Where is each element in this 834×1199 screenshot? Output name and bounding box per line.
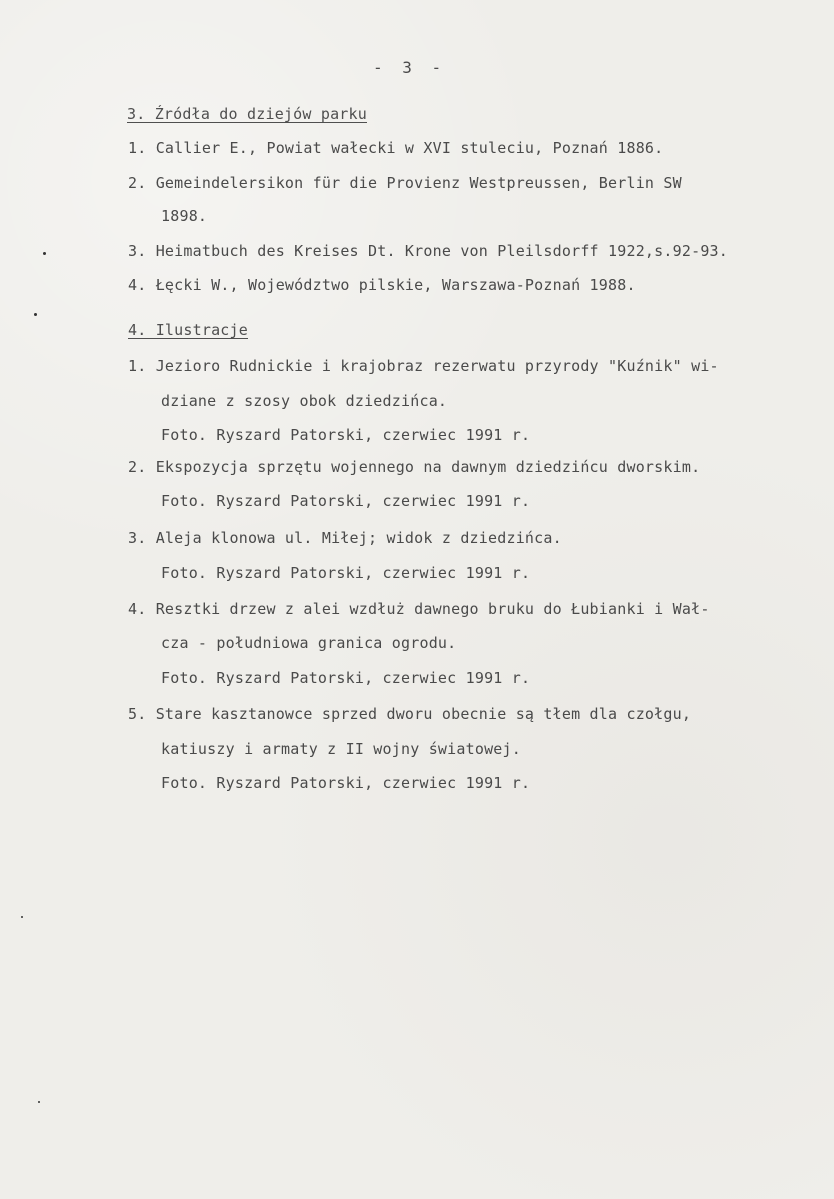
source-item-3-number: 3. [128,242,147,260]
illustration-item-4 [128,599,710,619]
illustration-item-1-photo-credit: Foto. Ryszard Patorski, czerwiec 1991 r. [161,426,531,444]
punch-hole-mark [34,313,37,316]
source-item-1-number: 1. [128,139,147,157]
source-item-2-text-line-1: Gemeindelersikon für die Provienz Westpreussen, Berlin SW [155,174,682,192]
source-item-4-text: Łęcki W., Województwo pilskie, Warszawa-Poznań 1988. [155,276,636,294]
illustration-item-1-text-line-2: dziane z szosy obok dziedzińca. [161,392,448,410]
illustration-item-4-number: 4. [128,600,147,618]
source-item-3 [128,241,728,261]
illustration-item-2-text-line-1: Ekspozycja sprzętu wojennego na dawnym dziedzińcu dworskim. [155,458,701,476]
illustration-item-3-text-line-1: Aleja klonowa ul. Miłej; widok z dziedzińca. [155,529,562,547]
illustration-item-2-photo-credit: Foto. Ryszard Patorski, czerwiec 1991 r. [161,492,531,510]
source-item-2-continuation: 1898. [161,207,208,225]
page-number: - 3 - [373,58,447,77]
illustration-item-3 [128,528,562,548]
illustration-item-4-text-line-2: cza - południowa granica ogrodu. [161,634,457,652]
illustration-item-5-text-line-2: katiuszy i armaty z II wojny światowej. [161,740,521,758]
source-item-1-text: Callier E., Powiat wałecki w XVI stuleciu, Poznań 1886. [155,139,664,157]
punch-hole-mark [43,252,46,255]
source-item-2-number: 2. [128,174,147,192]
illustration-item-3-photo-credit: Foto. Ryszard Patorski, czerwiec 1991 r. [161,564,531,582]
source-item-4 [128,275,636,295]
illustration-item-5-number: 5. [128,705,147,723]
illustration-item-2-number: 2. [128,458,147,476]
illustration-item-5-text-line-1: Stare kasztanowce sprzed dworu obecnie są tłem dla czołgu, [155,705,692,723]
illustration-item-5-photo-credit: Foto. Ryszard Patorski, czerwiec 1991 r. [161,774,531,792]
illustration-item-1 [128,356,719,376]
illustrations-heading: 4. Ilustracje [128,321,248,339]
illustration-item-4-photo-credit: Foto. Ryszard Patorski, czerwiec 1991 r. [161,669,531,687]
illustration-item-2 [128,457,700,477]
illustration-item-1-number: 1. [128,357,147,375]
punch-hole-mark [21,916,23,918]
source-item-3-text: Heimatbuch des Kreises Dt. Krone von Pleilsdorff 1922,s.92-93. [155,242,729,260]
source-item-1 [128,138,663,158]
illustration-item-4-text-line-1: Resztki drzew z alei wzdłuż dawnego bruku do Łubianki i Wał- [155,600,710,618]
illustration-item-1-text-line-1: Jezioro Rudnickie i krajobraz rezerwatu przyrody "Kuźnik" wi- [155,357,719,375]
source-item-4-number: 4. [128,276,147,294]
illustration-item-3-number: 3. [128,529,147,547]
sources-heading: 3. Źródła do dziejów parku [127,105,367,123]
punch-hole-mark [38,1101,40,1103]
illustration-item-5 [128,704,691,724]
source-item-2 [128,173,682,193]
